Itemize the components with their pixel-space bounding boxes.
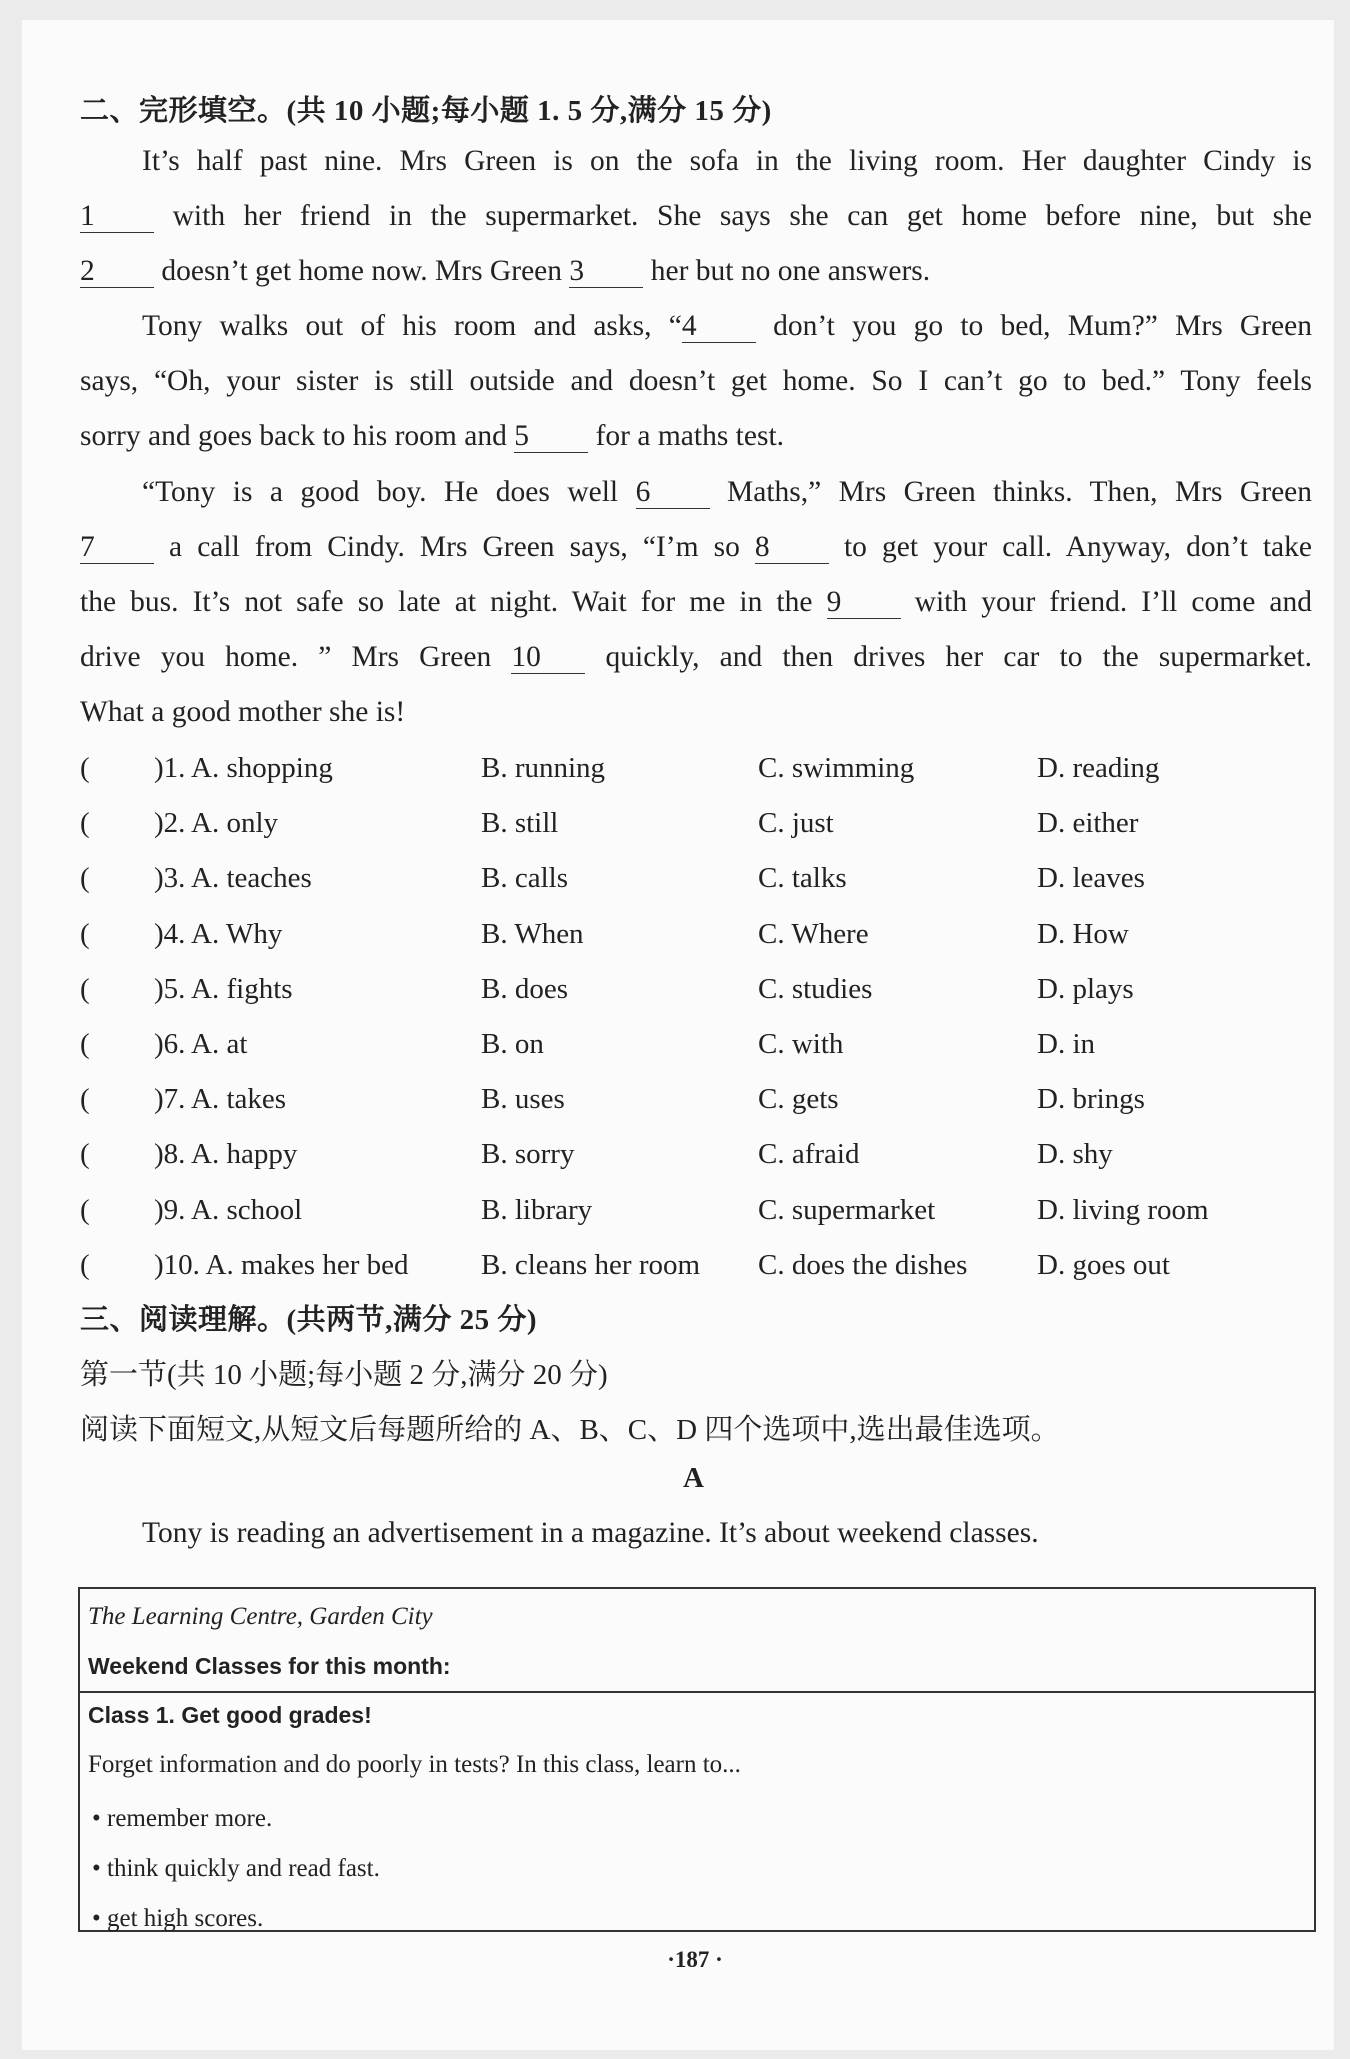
passage-line <box>80 696 405 729</box>
passage-text: a call from Cindy. Mrs Green says, “I’m so <box>154 531 755 563</box>
passage-text: doesn’t get home now. Mrs Green <box>154 255 570 287</box>
answer-paren: ( <box>80 752 90 784</box>
option-d: D. brings <box>1037 1083 1145 1115</box>
passage-line-content <box>142 145 1312 178</box>
option-a: )4. A. Why <box>154 918 283 950</box>
passage-line <box>142 476 1312 509</box>
option-b: B. When <box>481 918 584 950</box>
answer-paren: ( <box>80 1083 90 1115</box>
answer-paren: ( <box>80 973 90 1005</box>
option-c: C. gets <box>758 1083 839 1115</box>
passage-text: with her friend in the supermarket. She says she can get home before nine, but she <box>154 200 1312 232</box>
option-a: )2. A. only <box>154 807 279 839</box>
passage-line <box>142 145 1312 178</box>
passage-label: A <box>683 1462 705 1494</box>
passage-line-content <box>80 696 405 729</box>
ad-subtitle: Weekend Classes for this month: <box>88 1653 451 1679</box>
answer-paren: ( <box>80 1028 90 1060</box>
passage-line-content <box>142 476 1312 509</box>
option-b: B. still <box>481 807 559 839</box>
option-d: D. in <box>1037 1028 1095 1060</box>
passage-text: drive you home. ” Mrs Green <box>80 641 512 673</box>
section3-heading: 三、阅读理解。(共两节,满分 25 分) <box>80 1304 538 1336</box>
reading-instruction: 阅读下面短文,从短文后每题所给的 A、B、C、D 四个选项中,选出最佳选项。 <box>80 1414 1060 1446</box>
ad-class-description: Forget information and do poorly in tests? In this class, learn to... <box>88 1751 741 1778</box>
option-d: D. living room <box>1037 1194 1209 1226</box>
option-a: )10. A. makes her bed <box>154 1249 409 1281</box>
cloze-blank: 5 <box>514 420 588 453</box>
option-d: D. plays <box>1037 973 1134 1005</box>
option-a: )7. A. takes <box>154 1083 287 1115</box>
cloze-blank: 4 <box>682 310 756 343</box>
answer-paren: ( <box>80 1249 90 1281</box>
passage-text: Maths,” Mrs Green thinks. Then, Mrs Green <box>709 476 1313 508</box>
ad-bullet: • think quickly and read fast. <box>92 1855 380 1882</box>
option-c: C. just <box>758 807 834 839</box>
option-b: B. cleans her room <box>481 1249 701 1281</box>
cloze-blank: 6 <box>636 476 710 509</box>
option-c: C. swimming <box>758 752 915 784</box>
option-a: )5. A. fights <box>154 973 293 1005</box>
passage-line <box>80 531 1312 564</box>
option-b: B. uses <box>481 1083 565 1115</box>
passage-line-content <box>80 365 1312 398</box>
ad-class-title: Class 1. Get good grades! <box>88 1702 372 1728</box>
passage-text: for a maths test. <box>588 420 785 452</box>
option-c: C. does the dishes <box>758 1249 968 1281</box>
cloze-blank: 9 <box>827 586 901 619</box>
passage-line <box>142 310 1312 343</box>
cloze-blank: 8 <box>755 531 829 564</box>
passage-line <box>80 586 1312 619</box>
advertisement-box <box>78 1587 1316 1932</box>
passage-line <box>80 365 1312 398</box>
option-d: D. How <box>1037 918 1129 950</box>
page-number: ·187 · <box>667 1947 723 1972</box>
passage-line-content <box>142 310 1312 343</box>
option-a: )3. A. teaches <box>154 862 312 894</box>
passage-line <box>80 641 1312 674</box>
answer-paren: ( <box>80 1194 90 1226</box>
passage-text: It’s half past nine. Mrs Green is on the sofa in the living room. Her daughter Cindy is <box>142 145 1312 177</box>
passage-text: to get your call. Anyway, don’t take <box>828 531 1312 563</box>
option-b: B. sorry <box>481 1138 575 1170</box>
option-b: B. does <box>481 973 568 1005</box>
passage-line-content <box>80 531 1312 564</box>
option-a: )9. A. school <box>154 1194 303 1226</box>
passage-text: the bus. It’s not safe so late at night. Wait for me in the <box>80 586 827 618</box>
option-d: D. reading <box>1037 752 1160 784</box>
option-c: C. studies <box>758 973 873 1005</box>
passage-line-content <box>80 641 1312 674</box>
passage-line-content <box>80 255 930 288</box>
ad-bullet: • remember more. <box>92 1805 273 1832</box>
cloze-blank: 3 <box>569 255 643 288</box>
passage-text: Tony walks out of his room and asks, “ <box>142 310 682 342</box>
option-c: C. talks <box>758 862 847 894</box>
option-d: D. either <box>1037 807 1139 839</box>
answer-paren: ( <box>80 807 90 839</box>
option-b: B. library <box>481 1194 593 1226</box>
passage-text: What a good mother she is! <box>80 696 406 728</box>
option-d: D. leaves <box>1037 862 1145 894</box>
section2-heading: 二、完形填空。(共 10 小题;每小题 1. 5 分,满分 15 分) <box>80 95 772 127</box>
option-b: B. calls <box>481 862 568 894</box>
option-c: C. Where <box>758 918 869 950</box>
answer-paren: ( <box>80 1138 90 1170</box>
passage-line-content <box>80 420 784 453</box>
passage-text: “Tony is a good boy. He does well <box>142 476 636 508</box>
passage-intro: Tony is reading an advertisement in a magazine. It’s about weekend classes. <box>142 1517 1039 1549</box>
ad-centre-name: The Learning Centre, Garden City <box>88 1603 433 1630</box>
cloze-blank: 1 <box>80 200 154 233</box>
passage-text: says, “Oh, your sister is still outside and doesn’t get home. So I can’t go to bed.” Tony feels <box>80 365 1312 397</box>
option-a: )1. A. shopping <box>154 752 333 784</box>
option-b: B. running <box>481 752 606 784</box>
option-b: B. on <box>481 1028 544 1060</box>
passage-text: with your friend. I’ll come and <box>900 586 1312 618</box>
cloze-blank: 2 <box>80 255 154 288</box>
cloze-blank: 10 <box>511 641 585 674</box>
option-d: D. shy <box>1037 1138 1113 1170</box>
passage-text: sorry and goes back to his room and <box>80 420 515 452</box>
cloze-blank: 7 <box>80 531 154 564</box>
passage-text: don’t you go to bed, Mum?” Mrs Green <box>755 310 1312 342</box>
option-c: C. supermarket <box>758 1194 936 1226</box>
ad-bullet: • get high scores. <box>92 1905 264 1932</box>
answer-paren: ( <box>80 918 90 950</box>
option-d: D. goes out <box>1037 1249 1170 1281</box>
passage-line-content <box>80 200 1312 233</box>
passage-line-content <box>80 586 1312 619</box>
part1-heading: 第一节(共 10 小题;每小题 2 分,满分 20 分) <box>80 1359 608 1391</box>
passage-text: quickly, and then drives her car to the supermarket. <box>585 641 1312 673</box>
passage-line <box>80 420 784 453</box>
passage-line <box>80 200 1312 233</box>
option-c: C. with <box>758 1028 844 1060</box>
option-a: )6. A. at <box>154 1028 248 1060</box>
passage-text: her but no one answers. <box>643 255 931 287</box>
option-c: C. afraid <box>758 1138 860 1170</box>
answer-paren: ( <box>80 862 90 894</box>
passage-line <box>80 255 930 288</box>
option-a: )8. A. happy <box>154 1138 298 1170</box>
